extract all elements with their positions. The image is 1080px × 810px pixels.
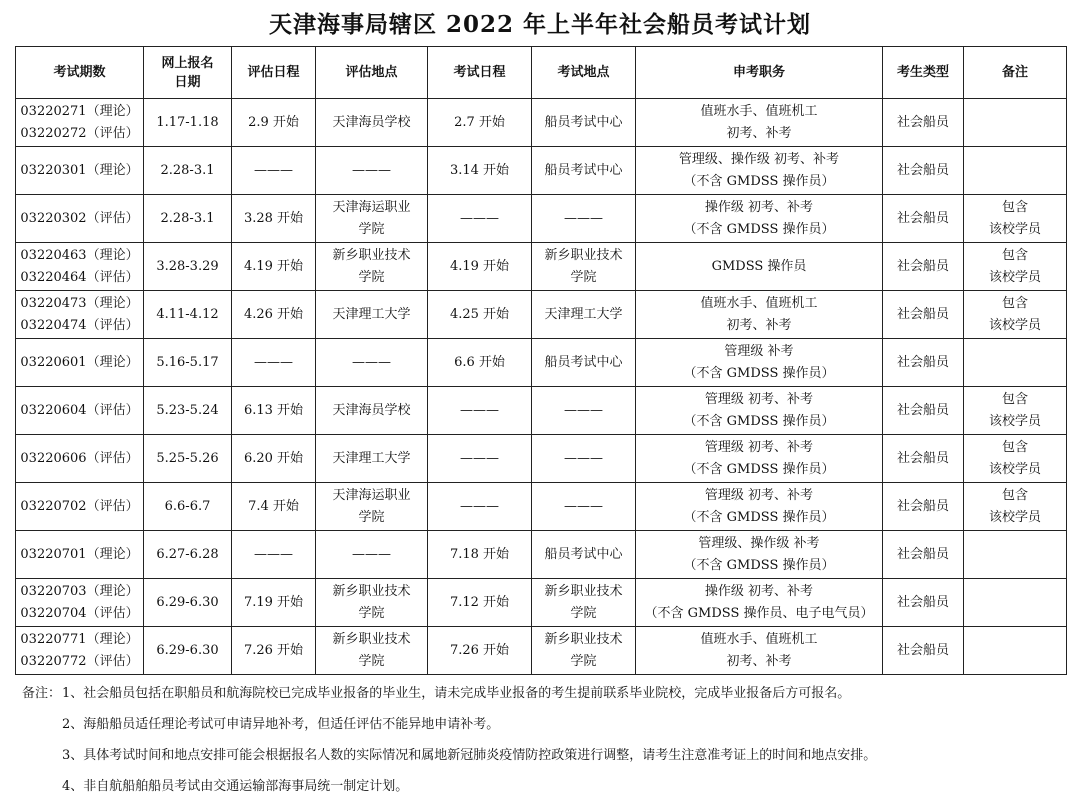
cell-candidate-type: 社会船员: [883, 339, 964, 387]
cell-exam-period: 03220473（理论） 03220474（评估）: [16, 291, 144, 339]
cell-candidate-type: 社会船员: [883, 99, 964, 147]
cell-remarks: [964, 579, 1067, 627]
cell-assessment-schedule: 2.9 开始: [232, 99, 316, 147]
table-row: [16, 387, 1067, 435]
cell-exam-period: 03220606（评估）: [16, 435, 144, 483]
cell-assessment-schedule: 4.19 开始: [232, 243, 316, 291]
cell-remarks: [964, 627, 1067, 675]
cell-assessment-location: 新乡职业技术 学院: [316, 579, 428, 627]
cell-remarks: 包含 该校学员: [964, 435, 1067, 483]
cell-candidate-type: 社会船员: [883, 531, 964, 579]
table-row: [16, 99, 1067, 147]
cell-applied-position: 值班水手、值班机工 初考、补考: [636, 99, 883, 147]
cell-applied-position: 管理级 初考、补考 （不含 GMDSS 操作员）: [636, 435, 883, 483]
cell-registration-date: 6.27-6.28: [144, 531, 232, 579]
cell-registration-date: 1.17-1.18: [144, 99, 232, 147]
cell-exam-period: 03220463（理论） 03220464（评估）: [16, 243, 144, 291]
cell-remarks: [964, 339, 1067, 387]
cell-assessment-schedule: ———: [232, 339, 316, 387]
cell-exam-schedule: ———: [428, 435, 532, 483]
cell-candidate-type: 社会船员: [883, 627, 964, 675]
cell-remarks: 包含 该校学员: [964, 483, 1067, 531]
note-item: 1、社会船员包括在职船员和航海院校已完成毕业报备的毕业生，请未完成毕业报备的考生提前联系毕业院校，完成毕业报备后方可报名。: [62, 686, 851, 701]
cell-assessment-schedule: 6.20 开始: [232, 435, 316, 483]
note-item: 3、具体考试时间和地点安排可能会根据报名人数的实际情况和属地新冠肺炎疫情防控政策进行调整，请考生注意准考证上的时间和地点安排。: [62, 748, 877, 763]
note-item: 4、非自航船舶船员考试由交通运输部海事局统一制定计划。: [62, 779, 409, 794]
header-assessment-location: 评估地点: [316, 47, 428, 99]
cell-registration-date: 3.28-3.29: [144, 243, 232, 291]
cell-applied-position: 管理级 初考、补考 （不含 GMDSS 操作员）: [636, 483, 883, 531]
header-candidate-type: 考生类型: [883, 47, 964, 99]
cell-registration-date: 6.29-6.30: [144, 579, 232, 627]
table-row: [16, 243, 1067, 291]
cell-applied-position: 操作级 初考、补考 （不含 GMDSS 操作员）: [636, 195, 883, 243]
cell-candidate-type: 社会船员: [883, 579, 964, 627]
cell-exam-schedule: 7.18 开始: [428, 531, 532, 579]
cell-exam-location: 新乡职业技术 学院: [532, 627, 636, 675]
cell-candidate-type: 社会船员: [883, 243, 964, 291]
cell-exam-schedule: ———: [428, 195, 532, 243]
page-title: 天津海事局辖区 2022 年上半年社会船员考试计划: [268, 11, 812, 38]
cell-applied-position: 管理级 初考、补考 （不含 GMDSS 操作员）: [636, 387, 883, 435]
header-registration-date: 网上报名 日期: [144, 47, 232, 99]
table-row: [16, 435, 1067, 483]
cell-registration-date: 2.28-3.1: [144, 147, 232, 195]
table-row: [16, 579, 1067, 627]
table-row: [16, 195, 1067, 243]
cell-assessment-location: 天津海员学校: [316, 99, 428, 147]
cell-applied-position: 值班水手、值班机工 初考、补考: [636, 627, 883, 675]
table-header-row: [16, 47, 1067, 99]
cell-assessment-schedule: 7.26 开始: [232, 627, 316, 675]
cell-assessment-location: 天津理工大学: [316, 435, 428, 483]
cell-exam-period: 03220271（理论） 03220272（评估）: [16, 99, 144, 147]
cell-assessment-schedule: ———: [232, 147, 316, 195]
cell-exam-period: 03220604（评估）: [16, 387, 144, 435]
header-applied-position: 申考职务: [636, 47, 883, 99]
cell-assessment-location: 新乡职业技术 学院: [316, 243, 428, 291]
cell-registration-date: 6.6-6.7: [144, 483, 232, 531]
cell-registration-date: 5.16-5.17: [144, 339, 232, 387]
cell-assessment-location: 天津海员学校: [316, 387, 428, 435]
cell-applied-position: 管理级、操作级 初考、补考 （不含 GMDSS 操作员）: [636, 147, 883, 195]
cell-exam-schedule: 6.6 开始: [428, 339, 532, 387]
cell-exam-schedule: 3.14 开始: [428, 147, 532, 195]
header-remarks: 备注: [964, 47, 1067, 99]
cell-applied-position: 管理级、操作级 补考 （不含 GMDSS 操作员）: [636, 531, 883, 579]
cell-applied-position: 操作级 初考、补考 （不含 GMDSS 操作员、电子电气员）: [636, 579, 883, 627]
cell-exam-period: 03220702（评估）: [16, 483, 144, 531]
table-row: [16, 531, 1067, 579]
header-exam-period: 考试期数: [16, 47, 144, 99]
cell-exam-schedule: ———: [428, 387, 532, 435]
cell-exam-period: 03220703（理论） 03220704（评估）: [16, 579, 144, 627]
cell-exam-period: 03220771（理论） 03220772（评估）: [16, 627, 144, 675]
cell-registration-date: 2.28-3.1: [144, 195, 232, 243]
cell-remarks: 包含 该校学员: [964, 243, 1067, 291]
cell-assessment-location: 天津海运职业 学院: [316, 483, 428, 531]
cell-exam-location: 船员考试中心: [532, 147, 636, 195]
exam-schedule-table: [15, 46, 1067, 675]
table-row: [16, 147, 1067, 195]
cell-exam-period: 03220701（理论）: [16, 531, 144, 579]
notes-lead: 备注：: [22, 686, 62, 701]
cell-assessment-schedule: 7.19 开始: [232, 579, 316, 627]
cell-registration-date: 4.11-4.12: [144, 291, 232, 339]
header-exam-schedule: 考试日程: [428, 47, 532, 99]
cell-exam-period: 03220601（理论）: [16, 339, 144, 387]
cell-exam-schedule: 2.7 开始: [428, 99, 532, 147]
cell-assessment-location: ———: [316, 531, 428, 579]
cell-assessment-location: 天津理工大学: [316, 291, 428, 339]
cell-exam-location: 船员考试中心: [532, 531, 636, 579]
cell-applied-position: 管理级 补考 （不含 GMDSS 操作员）: [636, 339, 883, 387]
cell-exam-location: 天津理工大学: [532, 291, 636, 339]
cell-exam-location: ———: [532, 435, 636, 483]
cell-registration-date: 5.23-5.24: [144, 387, 232, 435]
cell-exam-location: 船员考试中心: [532, 339, 636, 387]
cell-candidate-type: 社会船员: [883, 147, 964, 195]
cell-assessment-location: 新乡职业技术 学院: [316, 627, 428, 675]
cell-exam-schedule: 7.12 开始: [428, 579, 532, 627]
cell-candidate-type: 社会船员: [883, 483, 964, 531]
cell-exam-schedule: 7.26 开始: [428, 627, 532, 675]
cell-exam-schedule: ———: [428, 483, 532, 531]
cell-exam-location: ———: [532, 483, 636, 531]
table-row: [16, 483, 1067, 531]
cell-exam-location: 船员考试中心: [532, 99, 636, 147]
note-item: 2、海船船员适任理论考试可申请异地补考，但适任评估不能异地申请补考。: [62, 717, 500, 732]
cell-exam-schedule: 4.25 开始: [428, 291, 532, 339]
cell-remarks: [964, 531, 1067, 579]
cell-exam-period: 03220302（评估）: [16, 195, 144, 243]
cell-exam-location: ———: [532, 387, 636, 435]
table-row: [16, 339, 1067, 387]
header-exam-location: 考试地点: [532, 47, 636, 99]
cell-assessment-schedule: ———: [232, 531, 316, 579]
cell-assessment-location: 天津海运职业 学院: [316, 195, 428, 243]
table-row: [16, 291, 1067, 339]
cell-registration-date: 6.29-6.30: [144, 627, 232, 675]
cell-assessment-schedule: 6.13 开始: [232, 387, 316, 435]
cell-exam-period: 03220301（理论）: [16, 147, 144, 195]
cell-assessment-location: ———: [316, 339, 428, 387]
cell-exam-location: 新乡职业技术 学院: [532, 579, 636, 627]
cell-assessment-schedule: 7.4 开始: [232, 483, 316, 531]
cell-exam-location: 新乡职业技术 学院: [532, 243, 636, 291]
cell-remarks: 包含 该校学员: [964, 195, 1067, 243]
cell-remarks: 包含 该校学员: [964, 291, 1067, 339]
cell-exam-schedule: 4.19 开始: [428, 243, 532, 291]
cell-remarks: 包含 该校学员: [964, 387, 1067, 435]
cell-remarks: [964, 147, 1067, 195]
cell-assessment-schedule: 3.28 开始: [232, 195, 316, 243]
cell-candidate-type: 社会船员: [883, 387, 964, 435]
cell-applied-position: 值班水手、值班机工 初考、补考: [636, 291, 883, 339]
cell-remarks: [964, 99, 1067, 147]
header-assessment-schedule: 评估日程: [232, 47, 316, 99]
cell-assessment-schedule: 4.26 开始: [232, 291, 316, 339]
cell-candidate-type: 社会船员: [883, 195, 964, 243]
cell-candidate-type: 社会船员: [883, 291, 964, 339]
cell-assessment-location: ———: [316, 147, 428, 195]
cell-applied-position: GMDSS 操作员: [636, 243, 883, 291]
cell-registration-date: 5.25-5.26: [144, 435, 232, 483]
table-row: [16, 627, 1067, 675]
cell-candidate-type: 社会船员: [883, 435, 964, 483]
cell-exam-location: ———: [532, 195, 636, 243]
